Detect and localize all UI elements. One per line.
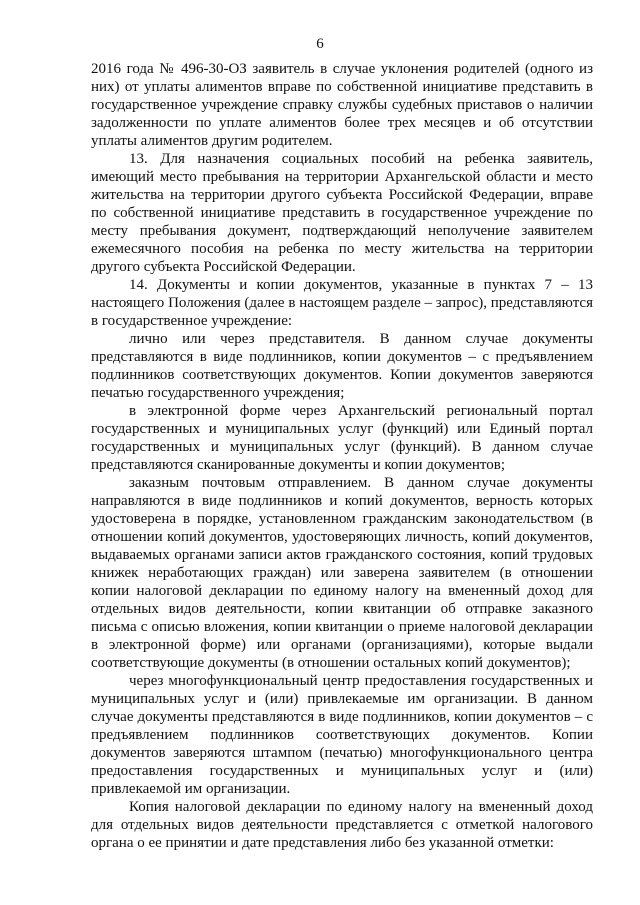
paragraph-continuation: 2016 года № 496-30-ОЗ заявитель в случае уклонения родителей (одного из них) от уплаты алиментов вправе по собственной инициативе представить в государственное учреждение справку службы судебных приставов о наличии задолженности по уплате алиментов более трех месяцев и об отсутствии уплаты алиментов другим родителем. <box>91 61 593 149</box>
paragraph-registered-mail: заказным почтовым отправлением. В данном случае документы направляются в виде подлинников и копий документов, верность которых удостоверена в порядке, установленном гражданским законодательством (в отношении копий документов, удостоверяющих личность, копий документов, выдаваемых органами записи актов гражданского состояния, копий трудовых книжек неработающих граждан) или заверена заявителем (в отношении копии налоговой декларации по единому налогу на вмененный доход для отдельных видов деятельности, копии квитанции об отправке заказного письма с описью вложения, копии квитанции о приеме налоговой декларации в электронной форме) или органами (организациями), которые выдали соответствующие документы (в отношении остальных копий документов); <box>91 475 593 671</box>
paragraph-tax-declaration: Копия налоговой декларации по единому налогу на вмененный доход для отдельных видов деятельности представляется с отметкой налогового органа о ее принятии и дате представления либо без указанной отметки: <box>91 799 593 851</box>
paragraph-item-14: 14. Документы и копии документов, указанные в пунктах 7 – 13 настоящего Положения (далее в настоящем разделе – запрос), представляются в государственное учреждение: <box>91 277 593 329</box>
paragraph-mfc: через многофункциональный центр предоставления государственных и муниципальных услуг и (или) привлекаемые им организации. В данном случае документы представляются в виде подлинников, копии документов – с предъявлением подлинников соответствующих документов. Копии документов заверяются штампом (печатью) многофункционального центра предоставления государственных и муниципальных услуг и (или) привлекаемой им организации. <box>91 673 593 797</box>
paragraph-electronic: в электронной форме через Архангельский региональный портал государственных и муниципальных услуг (функций) или Единый портал государственных и муниципальных услуг (функций). В данном случае представляются сканированные документы и копии документов; <box>91 403 593 473</box>
page-number: 6 <box>316 36 324 52</box>
document-body <box>91 60 593 852</box>
paragraph-item-13: 13. Для назначения социальных пособий на ребенка заявитель, имеющий место пребывания на территории Архангельской области и место жительства на территории другого субъекта Российской Федерации, вправе по собственной инициативе представить в государственное учреждение по месту пребывания документ, подтверждающий неполучение заявителем ежемесячного пособия на ребенка по месту жительства на территории другого субъекта Российской Федерации. <box>91 151 593 275</box>
paragraph-in-person: лично или через представителя. В данном случае документы представляются в виде подлинников, копии документов – с предъявлением подлинников соответствующих документов. Копии документов заверяются печатью государственного учреждения; <box>91 331 593 401</box>
